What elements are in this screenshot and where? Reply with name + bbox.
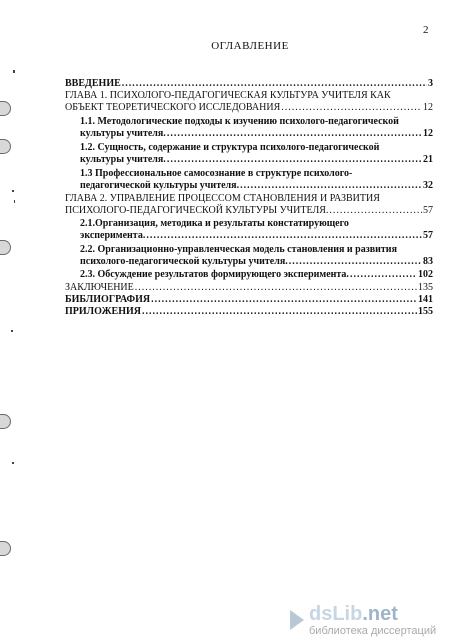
toc-entry-2-2[interactable] <box>80 256 433 268</box>
toc-page-number: 102 <box>418 269 433 280</box>
scan-speck <box>14 200 15 203</box>
punch-hole <box>0 139 11 154</box>
toc-entry-label: культуры учителя. <box>80 154 166 165</box>
scan-speck <box>12 190 14 192</box>
toc-entry-chapter1-line1: ГЛАВА 1. ПСИХОЛОГО-ПЕДАГОГИЧЕСКАЯ КУЛЬТУРА УЧИТЕЛЯ КАК <box>65 90 391 101</box>
toc-leader <box>122 78 427 90</box>
toc-entry-1-1-line1: 1.1. Методологические подходы к изучению психолого-педагогической <box>80 116 399 127</box>
toc-entry-2-3[interactable] <box>80 269 433 281</box>
toc-leader <box>289 256 422 268</box>
toc-entry-1-1[interactable] <box>80 128 433 140</box>
toc-entry-1-3-line1: 1.3 Профессиональное самосознание в структуре психолого- <box>80 168 353 179</box>
punch-hole <box>0 541 11 556</box>
toc-entry-2-1[interactable] <box>80 230 433 242</box>
toc-leader <box>350 269 417 281</box>
toc-leader <box>135 282 417 294</box>
toc-page-number: 141 <box>418 294 433 305</box>
toc-page-number: 57 <box>423 230 433 241</box>
toc-entry-conclusion[interactable] <box>65 282 433 294</box>
toc-entry-label: культуры учителя. <box>80 128 166 139</box>
toc-entry-2-2-line1: 2.2. Организационно-управленческая модель становления и развития <box>80 244 397 255</box>
toc-page-number: 21 <box>423 154 433 165</box>
toc-leader <box>151 294 417 306</box>
toc-entry-label: 2.3. Обсуждение результатов формирующего эксперимента. <box>80 269 349 280</box>
toc-leader <box>167 154 422 166</box>
scan-speck <box>11 330 13 332</box>
toc-entry-chapter2[interactable] <box>65 205 433 217</box>
toc-page-number: 57 <box>423 205 433 216</box>
punch-hole <box>0 101 11 116</box>
toc-entry-label: БИБЛИОГРАФИЯ <box>65 294 151 305</box>
toc-page-number: 12 <box>423 128 433 139</box>
dslib-logo-icon <box>290 610 304 630</box>
toc-leader <box>142 306 417 318</box>
toc-page-number: 12 <box>423 102 433 113</box>
toc-leader <box>240 180 422 192</box>
toc-entry-label: ПРИЛОЖЕНИЯ <box>65 306 141 317</box>
toc-page-number: 83 <box>423 256 433 267</box>
toc-entry-1-3[interactable] <box>80 180 433 192</box>
punch-hole <box>0 414 11 429</box>
toc-entry-label: эксперимента. <box>80 230 146 241</box>
toc-entry-intro[interactable] <box>65 78 433 90</box>
toc-entry-label: ЗАКЛЮЧЕНИЕ <box>65 282 134 293</box>
watermark-text <box>309 604 436 637</box>
toc-leader <box>329 205 422 217</box>
toc-leader <box>281 102 422 114</box>
toc-page-number: 155 <box>418 306 433 317</box>
punch-hole <box>0 240 11 255</box>
toc-entry-2-1-line1: 2.1.Организация, методика и результаты констатирующего <box>80 218 349 229</box>
toc-entry-label: ПСИХОЛОГО-ПЕДАГОГИЧЕСКОЙ КУЛЬТУРЫ УЧИТЕЛЯ. <box>65 205 329 216</box>
toc-entry-bibliography[interactable] <box>65 294 433 306</box>
toc-entry-label: ВВЕДЕНИЕ <box>65 78 121 89</box>
scan-speck <box>12 462 14 464</box>
page-number: 2 <box>423 24 429 36</box>
watermark-subtitle: библиотека диссертаций <box>309 624 437 637</box>
watermark-brand-main: dsLib <box>309 602 363 625</box>
toc-entry-1-2[interactable] <box>80 154 433 166</box>
watermark <box>290 600 442 640</box>
toc-entry-label: психолого-педагогической культуры учителя. <box>80 256 288 267</box>
toc-page-number: 135 <box>418 282 433 293</box>
toc-entry-appendix[interactable] <box>65 306 433 318</box>
toc-leader <box>167 128 422 140</box>
scan-speck <box>13 70 15 73</box>
toc-entry-label: ОБЪЕКТ ТЕОРЕТИЧЕСКОГО ИССЛЕДОВАНИЯ <box>65 102 281 113</box>
toc-entry-chapter1[interactable] <box>65 102 433 114</box>
page-title: ОГЛАВЛЕНИЕ <box>211 40 289 52</box>
toc-entry-1-2-line1: 1.2. Сущность, содержание и структура психолого-педагогической <box>80 142 380 153</box>
toc-leader <box>146 230 422 242</box>
watermark-brand-tld: .net <box>362 602 398 625</box>
toc-page-number: 32 <box>423 180 433 191</box>
toc-entry-chapter2-line1: ГЛАВА 2. УПРАВЛЕНИЕ ПРОЦЕССОМ СТАНОВЛЕНИЯ И РАЗВИТИЯ <box>65 193 380 204</box>
watermark-brand <box>309 604 436 624</box>
toc-entry-label: педагогической культуры учителя. <box>80 180 240 191</box>
toc-page-number: 3 <box>428 78 433 89</box>
